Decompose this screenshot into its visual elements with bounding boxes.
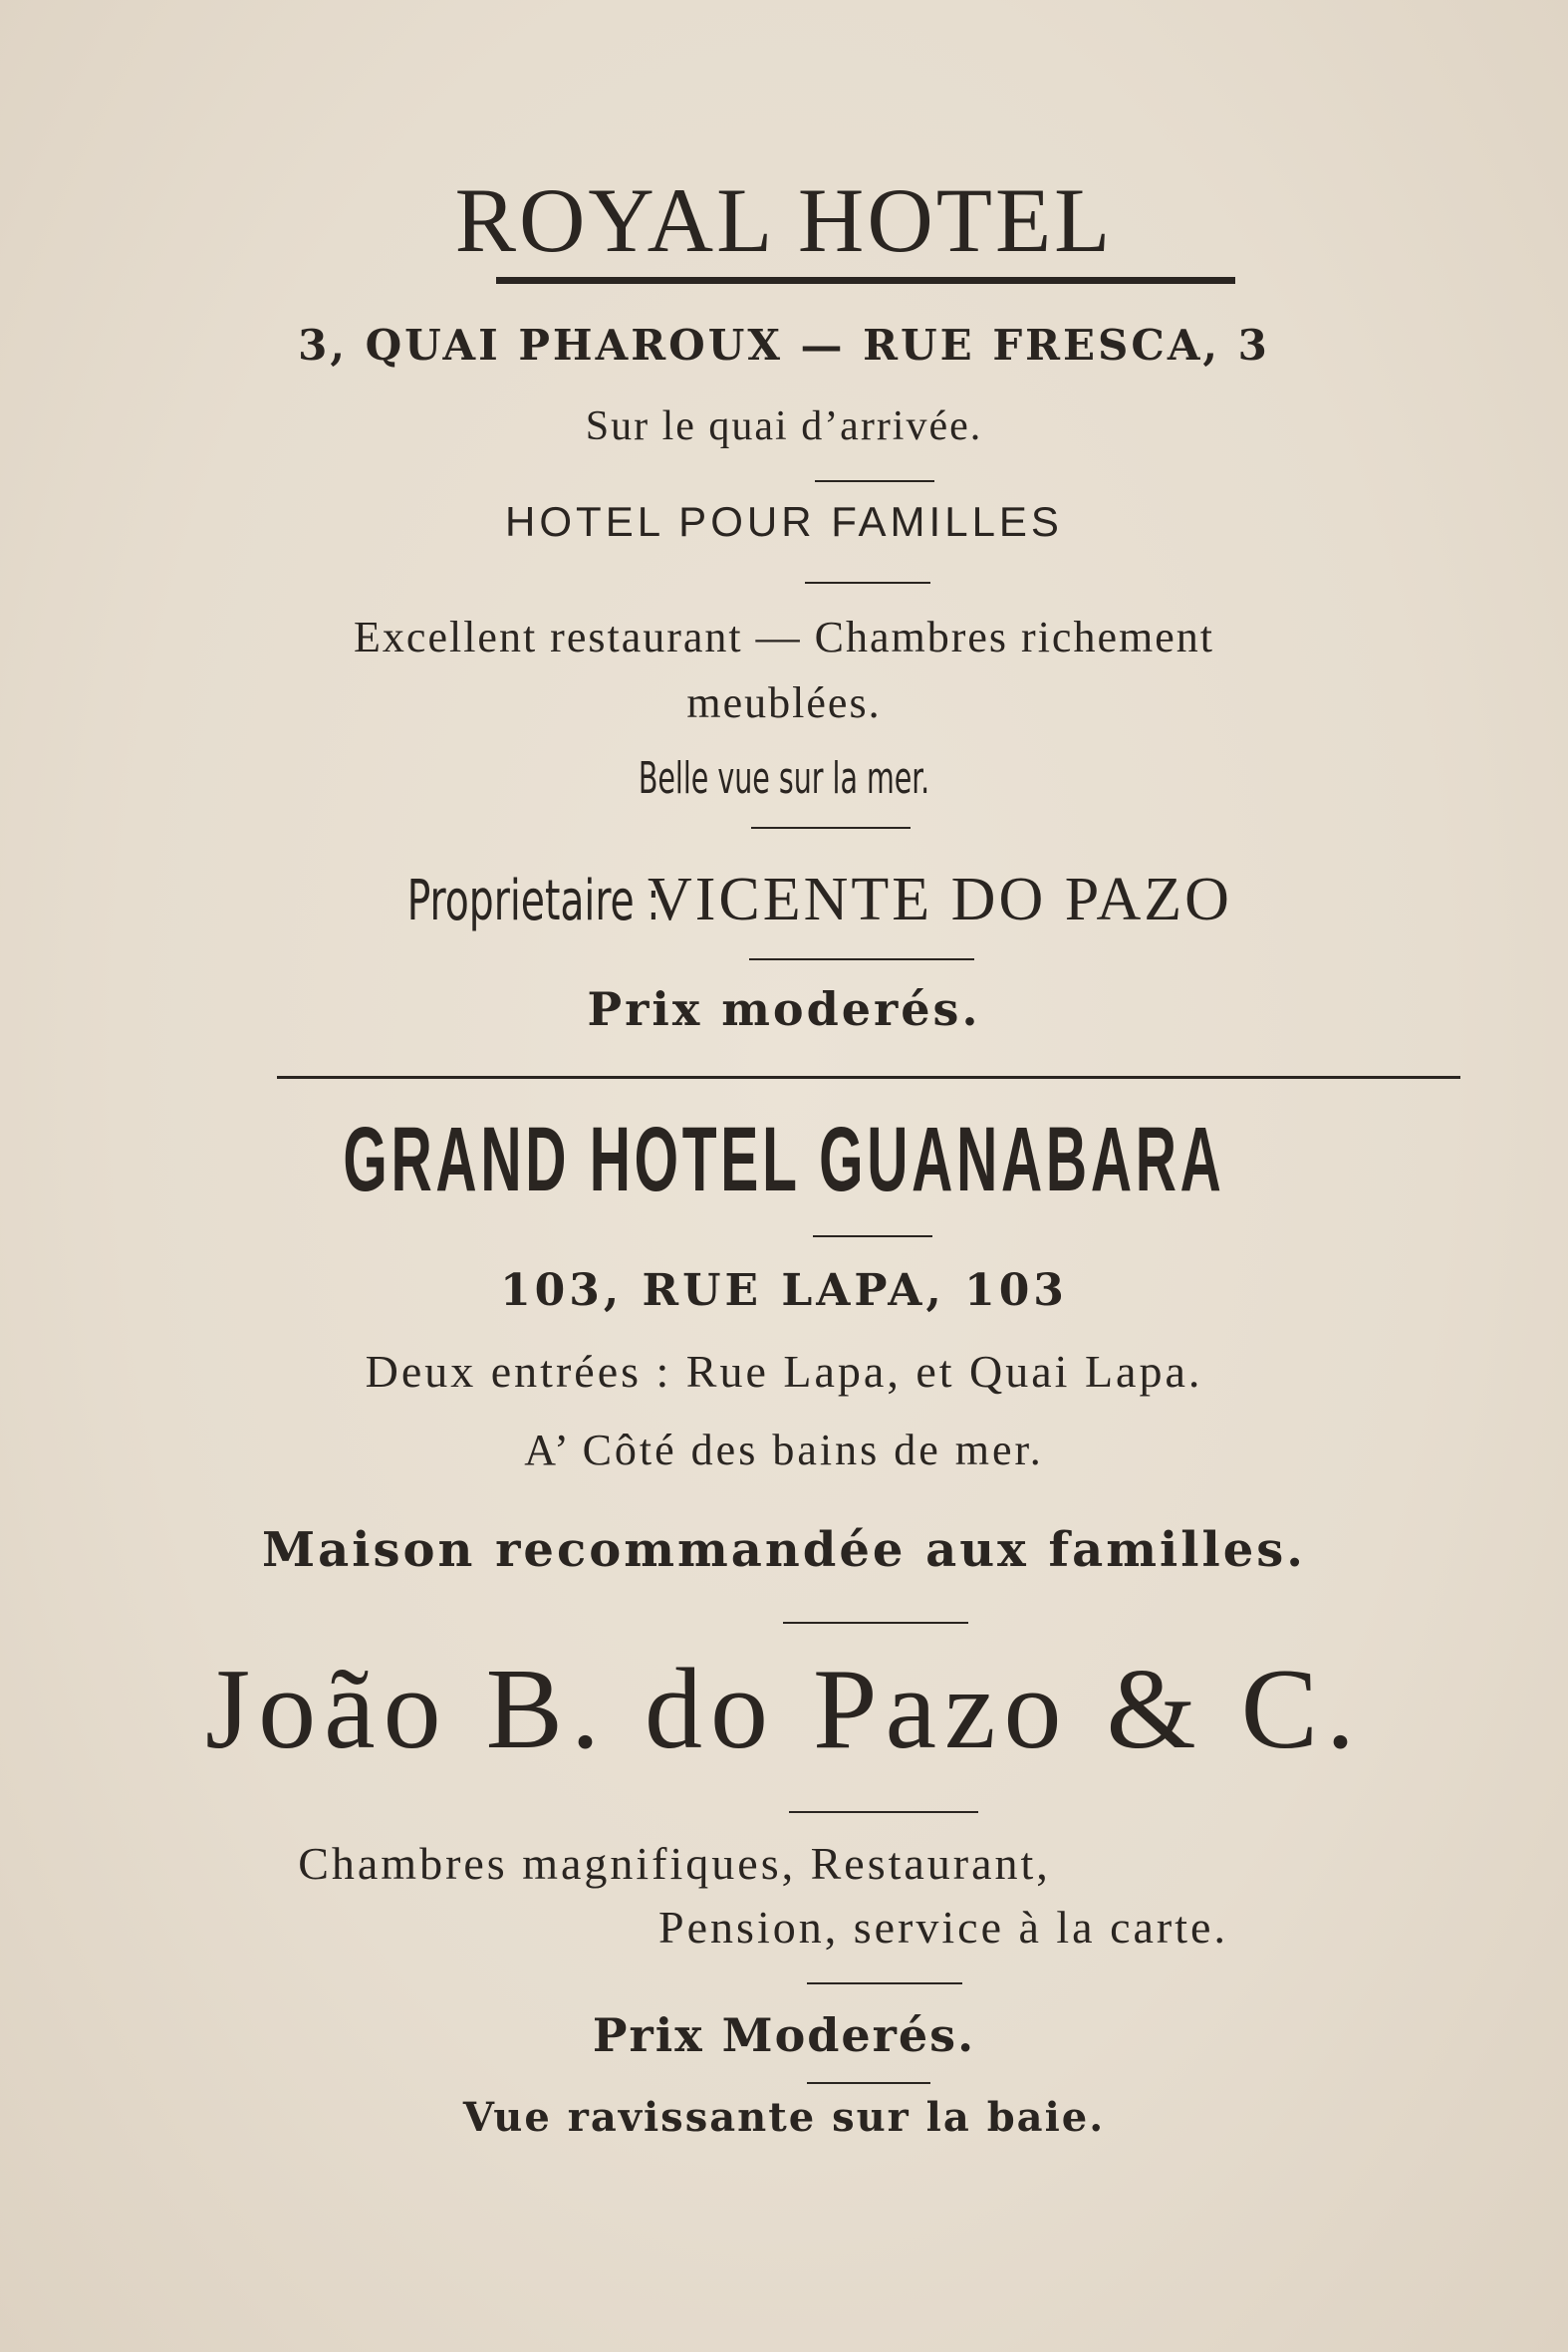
grand-hotel-title: GRAND HOTEL GUANABARA	[343, 1109, 1225, 1210]
royal-hotel-address: 3, QUAI PHAROUX — RUE FRESCA, 3	[298, 321, 1270, 370]
proprietor-name: VICENTE DO PAZO	[648, 866, 1232, 933]
divider	[789, 1811, 978, 1813]
services-line1: Chambres magnifiques, Restaurant,	[298, 1838, 1051, 1889]
divider	[805, 582, 930, 584]
owner-view: Vue ravissante sur la baie.	[462, 2094, 1106, 2141]
proprietor-label: Proprietaire :	[406, 869, 660, 933]
royal-hotel-proprietor	[0, 865, 1568, 935]
divider	[813, 1235, 932, 1237]
divider	[815, 480, 934, 482]
section-separator	[277, 1076, 1460, 1079]
royal-hotel-description-line2: meublées.	[686, 678, 882, 727]
divider	[807, 2082, 930, 2084]
owner-prices: Prix Moderés.	[592, 2008, 976, 2062]
divider	[783, 1622, 968, 1624]
grand-hotel-entrances: Deux entrées : Rue Lapa, et Quai Lapa.	[365, 1346, 1203, 1397]
royal-hotel-location-note: Sur le quai d’arrivée.	[585, 403, 983, 449]
services-line2: Pension, service à la carte.	[658, 1902, 1228, 1953]
royal-hotel-title: ROYAL HOTEL	[454, 169, 1114, 271]
grand-hotel-recommendation: Maison recommandée aux familles.	[262, 1522, 1306, 1578]
royal-hotel-view: Belle vue sur la mer.	[638, 753, 930, 804]
divider	[807, 1982, 962, 1984]
firm-name: João B. do Pazo & C.	[204, 1646, 1364, 1773]
divider	[749, 958, 974, 960]
royal-hotel-description-line1: Excellent restaurant — Chambres richement	[354, 613, 1214, 661]
royal-hotel-category: HOTEL POUR FAMILLES	[505, 498, 1063, 545]
title-underline	[496, 277, 1235, 284]
divider	[751, 827, 911, 829]
grand-hotel-address: 103, RUE LAPA, 103	[500, 1265, 1068, 1316]
grand-hotel-baths: A’ Côté des bains de mer.	[524, 1426, 1044, 1474]
royal-hotel-prices: Prix moderés.	[587, 982, 981, 1036]
